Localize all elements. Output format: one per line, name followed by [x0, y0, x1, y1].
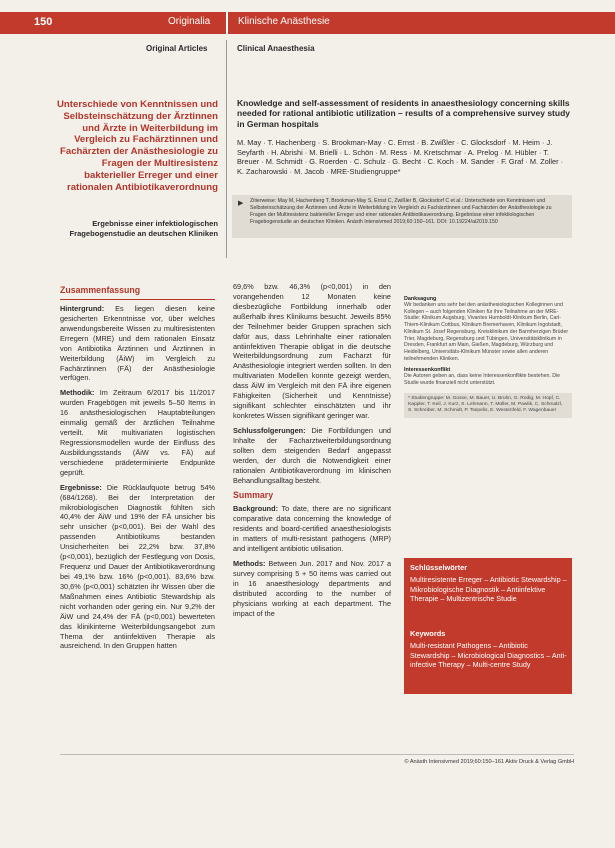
hintergrund-text: Es liegen diesen keine gesicherten Erkenntnisse vor, über welches anwendungsbereite Wissen zu multiresistenten Erregern (MRE) und dem rationalen Einsatz von Antibiotika Ärztinnen und Ärztinnen in Weiterbildung (ÄiW) im Vergleich zu Fachärztinnen (FÄ) der Anästhesiologie verfügen.	[60, 304, 215, 383]
methods-label: Methods:	[233, 559, 266, 569]
column-divider	[226, 40, 227, 258]
danksagung-text: Wir bedanken uns sehr bei den anästhesiologischen Kolleginnen und Kollegen – auch folgenden Kliniken für ihre Teilnahme an der MRE-Studie: Klinikum Augsburg, Vivantes Humboldt-Klinikum Berlin, Carl-Thiem-Klinikum Cottbus, Klinikum Bremerhaven, Klinikum Ingolstadt, Klinikum St. Josef Regensburg, Kreisklinikum der Barmherzigen Brüder Trier, Magdeburg, Regensburg und Tübingen, Universitätsklinikum in Dresden, Frankfurt am Main, Gießen, Magdeburg, Würzburg und Heidelberg, Universitäts-Klinikum Münster sowie allen anderen teilnehmenden Kliniken.	[404, 302, 569, 362]
schluss-text: Die Fortbildungen und Inhalte der Facharztweiterbildungsordnung sollten dem steigenden Bedarf angepasst werden, der durch die Notwendigkeit einer rationalen Antibiotikaverordnung im klinischen Behandlungsalltag besteht.	[233, 425, 391, 485]
summary-heading: Summary	[233, 490, 274, 501]
zusammenfassung-heading: Zusammenfassung	[60, 285, 141, 295]
methodik-paragraph	[60, 388, 215, 477]
keywords-box	[404, 558, 572, 694]
keywords-de-text: Multiresistente Erreger – Antibiotic Stewardship – Mikrobiologische Diagnostik – Antiinfektive Therapie – Multizentrische Studie	[410, 575, 567, 604]
arrow-right-icon: ▶	[238, 200, 244, 207]
ergebnisse-text: Die Rücklaufquote betrug 54% (684/1268). Bei der Interpretation der mikrobiologischen Diagnostik fühlten sich 40,4% der ÄiW und 19% der FÄ unsicher bis sehr unsicher (p<0,001). Bei der Wahl des passenden Antibiotikums bestanden Unsicherheiten bei 22,2% bzw. 37,8% (p<0,001), bezüglich der Festlegung von Dosis, Frequenz und Dauer der Antibiotikaverordnung bei 49,1% bzw. 16% (p<0,001). 83,6% bzw. 30,6% (p<0,001) schätzten ihr Wissen über die Maßnahmen eines Antibiotic Stewardship als nicht vorhanden oder gering ein. Nur 9,2% der ÄiW und 24,4% der FÄ (p<0,001) bewerteten das klinikinterne Weiterbildungsangebot zum Thema der antiinfektiven Therapie als ausreichend. In den Gruppen hatten	[60, 482, 215, 651]
journal-header-bar	[0, 12, 615, 34]
article-type-de: Original Articles	[146, 44, 208, 53]
danksagung-label: Danksagung	[404, 296, 437, 302]
keywords-de-label: Schlüsselwörter	[410, 563, 468, 572]
results-continued: 69,6% bzw. 46,3% (p<0,001) in den vorangehenden 12 Monaten keine diesbezügliche Fortbildung innerhalb oder außerhalb ihres Klinikums besucht. Jeweils 85% der Teilnehmer beider Gruppen sprachen sich dafür aus, dass Lehrinhalte einer rationalen antiinfektiven Therapie obligat in die deutsche Weiterbildungsordnung zum Facharzt für Anästhesiologie integriert werden sollten. In den multivariaten Modellen konnte gezeigt werden, dass ÄiW im Vergleich mit den FÄ ihre eigenen Fähigkeiten (Sicherheit und Kenntnisse) signifikant schlechter einschätzten und ihr konkretes Wissen signifikant geringer war.	[233, 282, 391, 420]
heading-rule	[60, 299, 215, 300]
article-type-en: Clinical Anaesthesia	[237, 44, 315, 53]
footer-copyright: © Anästh Intensivmed 2019;60:150–161 Aktiv Druck & Verlag GmbH	[404, 759, 574, 765]
methodik-label: Methodik:	[60, 388, 95, 398]
abstract-german-column	[60, 285, 215, 656]
subtitle-german: Ergebnisse einer infektiologischen Fragebogenstudie an deutschen Kliniken	[69, 219, 218, 238]
abstract-middle-column	[233, 282, 391, 624]
methods-paragraph	[233, 559, 391, 619]
citation-box	[232, 195, 572, 238]
hintergrund-paragraph	[60, 304, 215, 383]
schluss-paragraph	[233, 426, 391, 486]
studygroup-text: * Studiengruppe: M. Gosse, M. Bauer, U. Bruhn, G. Rodig, M. Hopf, C. Kappler, T. Keil, J. Kurz, S. Lehmann, T. Müller, M. Pawlik, C. Schmalzl, S. Schreiber, M. Schmidt, P. Tsepelis, E. Westenfeld, F. Wagenbauer	[408, 395, 563, 414]
keywords-en-label: Keywords	[410, 629, 446, 638]
schluss-label: Schlussfolgerungen:	[233, 425, 306, 435]
title-english: Knowledge and self-assessment of residents in anaesthesiology concerning skills needed for rational antibiotic utilization – results of a comprehensive survey study in German hospitals	[237, 98, 570, 129]
subsection-label: Klinische Anästhesie	[238, 16, 330, 27]
sidebar-column	[404, 296, 572, 418]
section-label: Originalia	[168, 16, 211, 27]
title-german: Unterschiede von Kenntnissen und Selbsteinschätzung der Ärztinnen und Ärzte in Weiterbildung im Vergleich zu Fachärztinnen und Fachärzten der Anästhesiologie zu Fragen der Multiresistenz bakterieller Erreger und einer rationalen Antibiotikaverordnung	[57, 99, 218, 193]
keywords-en-text: Multi-resistant Pathogens – Antibiotic Stewardship – Microbiological Diagnostics – Anti-infective Therapy – Multi-centre Study	[410, 641, 567, 670]
background-label: Background:	[233, 504, 278, 514]
header-divider	[226, 12, 228, 34]
background-paragraph	[233, 504, 391, 554]
ergebnisse-paragraph	[60, 483, 215, 652]
author-list: M. May · T. Hachenberg · S. Brookman-May · C. Ernst · B. Zwißler · C. Glocksdorf · M. Heim · J. Seyfarth · H. Abrishi · M. Brielli · L. Schön · M. Ress · M. Kretschmar · A. Prelog · M. Hübler · T. Breuer · M. Schmidt · G. Roerden · C. Schulz · G. Becht · C. Koch · M. Sander · F. Graf · M. Zoller · K. Zacharowski · M. Jacob · MRE-Studiengruppe*	[237, 138, 564, 176]
studygroup-box	[404, 393, 572, 418]
citation-text: Zitierweise: May M, Hachenberg T, Brookman-May S, Ernst C, Zwißler B, Glocksdorf C et al.: Unterschiede von Kenntnissen und Selbsteinschätzung der Ärztinnen und Ärzte in Weiterbildung im Vergleich zu Fachärztinnen und Fachärzten der Anästhesiologie zu Fragen der Multiresistenz bakterieller Erreger und einer rationalen Antibiotikaverordnung. Ergebnisse einer infektiologischen Fragebogenstudie an deutschen Kliniken. Anästh Intensivmed 2019;60:150–161. DOI: 10.19224/ai2019.150	[250, 198, 552, 225]
hintergrund-label: Hintergrund:	[60, 304, 105, 313]
footer-rule	[60, 754, 574, 755]
methods-text: Between Jun. 2017 and Nov. 2017 a survey comprising 5 + 50 items was carried out in 16 anaesthesiology departments and distributed according to the number of physicians working at each department. The impact of the	[233, 559, 391, 618]
background-text: To date, there are no significant comparative data concerning the knowledge of residents and board-certified anaesthesiologists in matters of multi-resistant pathogens (MRP) and intelligent antibiotic utilisation.	[233, 504, 391, 554]
page-number: 150	[34, 16, 53, 28]
ergebnisse-label: Ergebnisse:	[60, 482, 102, 492]
interessenkonflikt-label: Interessenkonflikt	[404, 367, 451, 374]
methodik-text: Im Zeitraum 6/2017 bis 11/2017 wurden Fragebögen mit jeweils 5–50 Items in 16 anästhesiologischen Hauptabteilungen einmalig gemäß der ärztlichen Teilnahme verteilt. Mit multivariaten logistischen Regressionsmodellen wurde der Einfluss des Ausbildungsstands (ÄiW vs. FÄ) auf verschiedene prädeterminierte Endpunkte geprüft.	[60, 388, 215, 477]
interessenkonflikt-text: Die Autoren geben an, dass keine Interessenkonflikte bestehen. Die Studie wurde finanziell nicht unterstützt.	[404, 373, 561, 387]
